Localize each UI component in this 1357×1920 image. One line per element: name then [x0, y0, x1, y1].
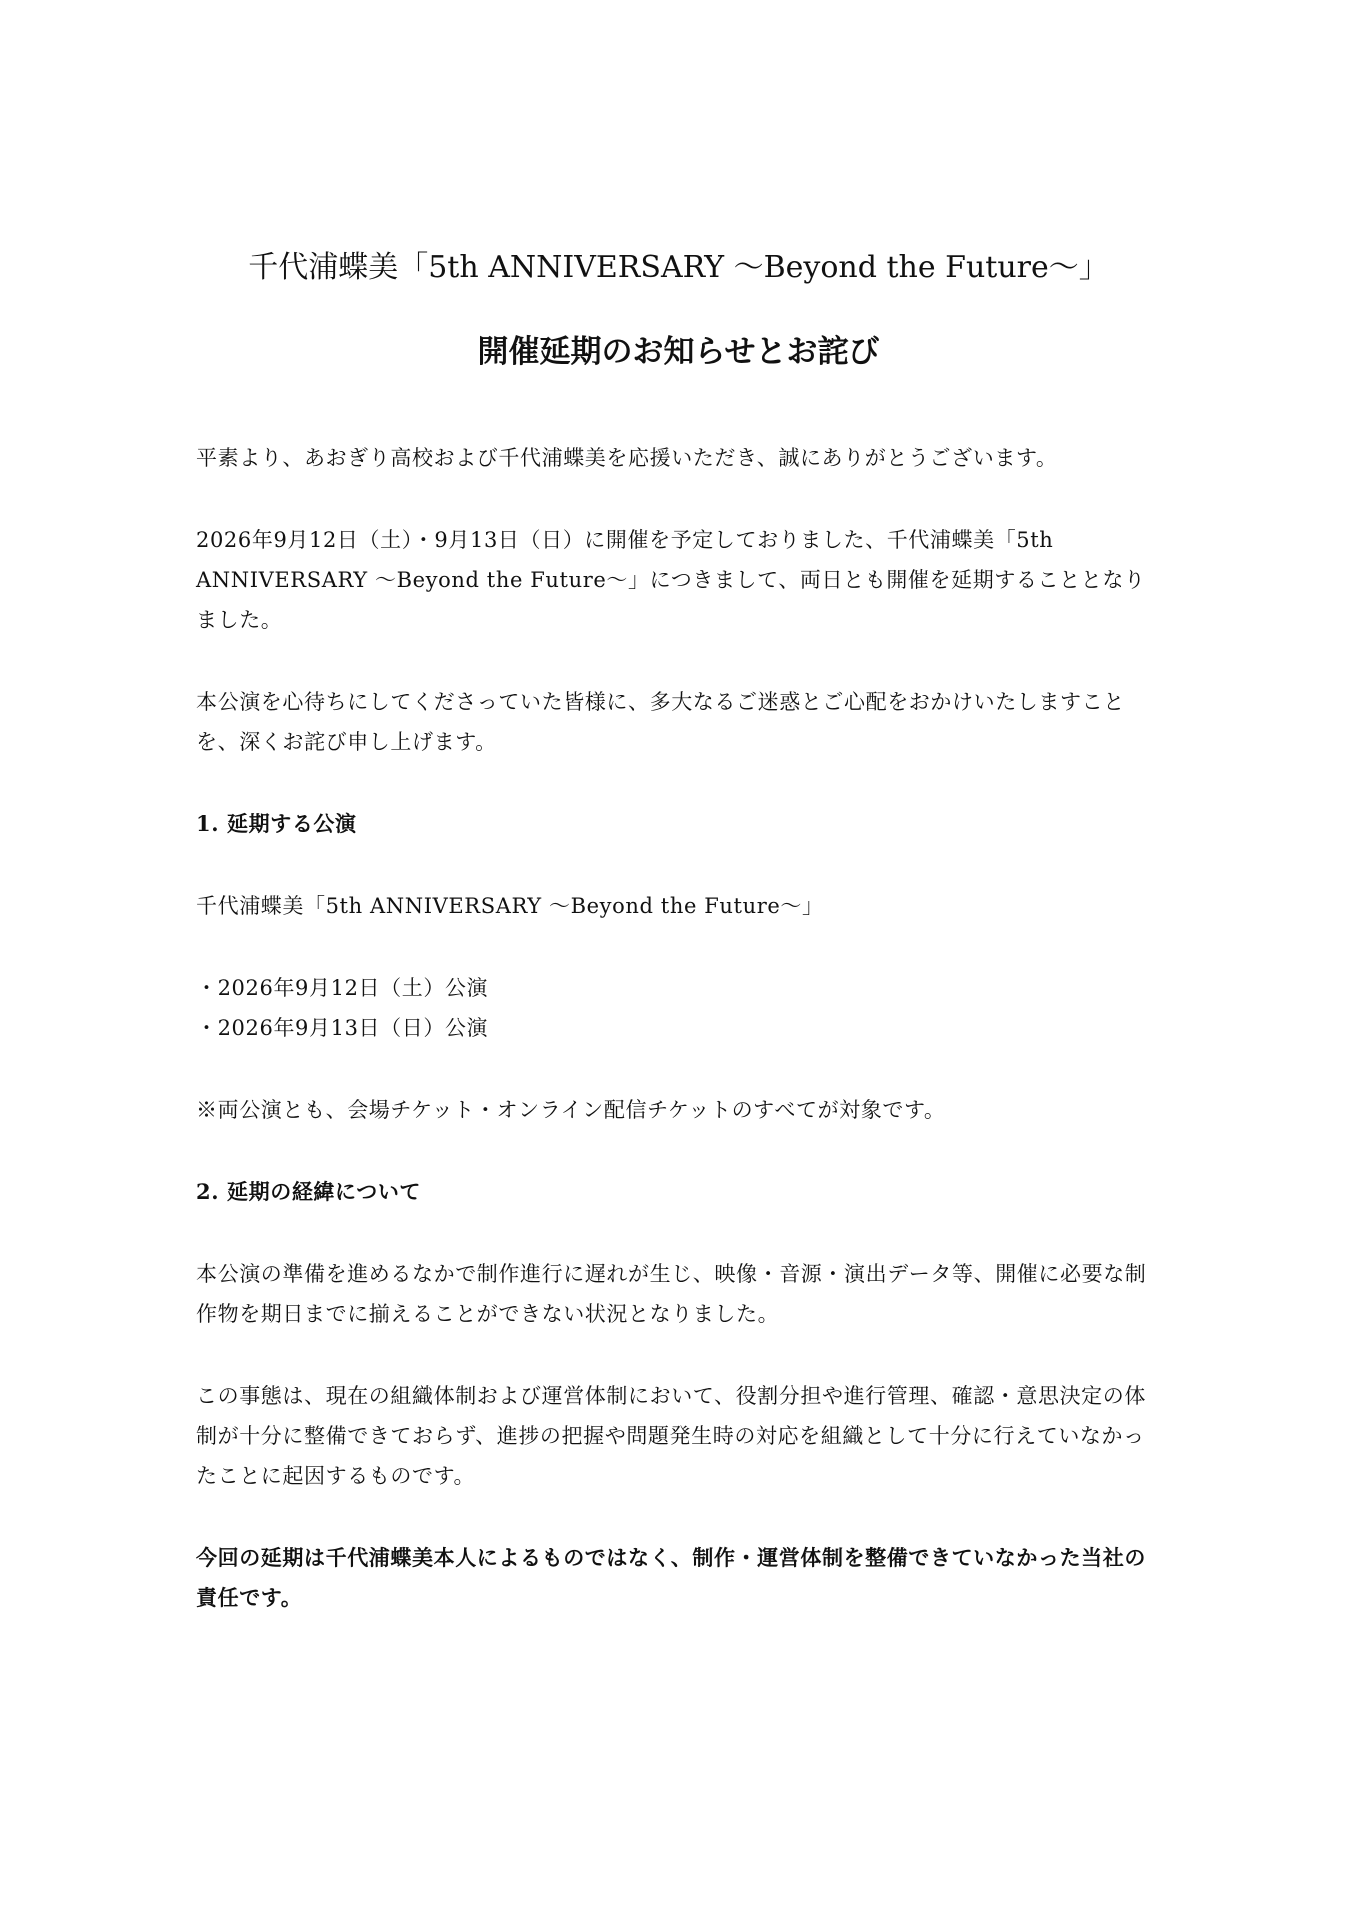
- ticket-note: ※両公演とも、会場チケット・オンライン配信チケットのすべてが対象です。: [196, 1098, 946, 1122]
- section-1-heading: 1. 延期する公演: [196, 811, 357, 836]
- event-name: 千代浦蝶美「5th ANNIVERSARY 〜Beyond the Future〜」: [196, 894, 824, 918]
- background-paragraph-2: この事態は、現在の組織体制および運営体制において、役割分担や進行管理、確認・意思決定の体制が十分に整備できておらず、進捗の把握や問題発生時の対応を組織として十分に行えていなかったことに起因するものです。: [196, 1384, 1146, 1488]
- document-subtitle: 開催延期のお知らせとお詫び: [477, 334, 880, 370]
- list-item: ・2026年9月13日（日）公演: [196, 1016, 489, 1040]
- list-item: ・2026年9月12日（土）公演: [196, 976, 489, 1000]
- background-paragraph-1: 本公演の準備を進めるなかで制作進行に遅れが生じ、映像・音源・演出データ等、開催に必要な制作物を期日までに揃えることができない状況となりました。: [196, 1262, 1147, 1326]
- document-title: 千代浦蝶美「5th ANNIVERSARY 〜Beyond the Future〜」: [248, 250, 1109, 285]
- responsibility-statement: 今回の延期は千代浦蝶美本人によるものではなく、制作・運営体制を整備できていなかった当社の責任です。: [196, 1545, 1146, 1610]
- section-2-heading: 2. 延期の経緯について: [196, 1179, 422, 1204]
- greeting-paragraph: 平素より、あおぎり高校および千代浦蝶美を応援いただき、誠にありがとうございます。: [196, 446, 1058, 470]
- announcement-paragraph: 2026年9月12日（土）・9月13日（日）に開催を予定しておりました、千代浦蝶美「5th ANNIVERSARY 〜Beyond the Future〜」につきまして、両日とも開催を延期することとなりました。: [196, 528, 1146, 632]
- postponed-dates-list: [196, 968, 1161, 1048]
- apology-paragraph: 本公演を心待ちにしてくださっていた皆様に、多大なるご迷惑とご心配をおかけいたしますことを、深くお詫び申し上げます。: [196, 690, 1125, 754]
- document-body: [196, 438, 1161, 1660]
